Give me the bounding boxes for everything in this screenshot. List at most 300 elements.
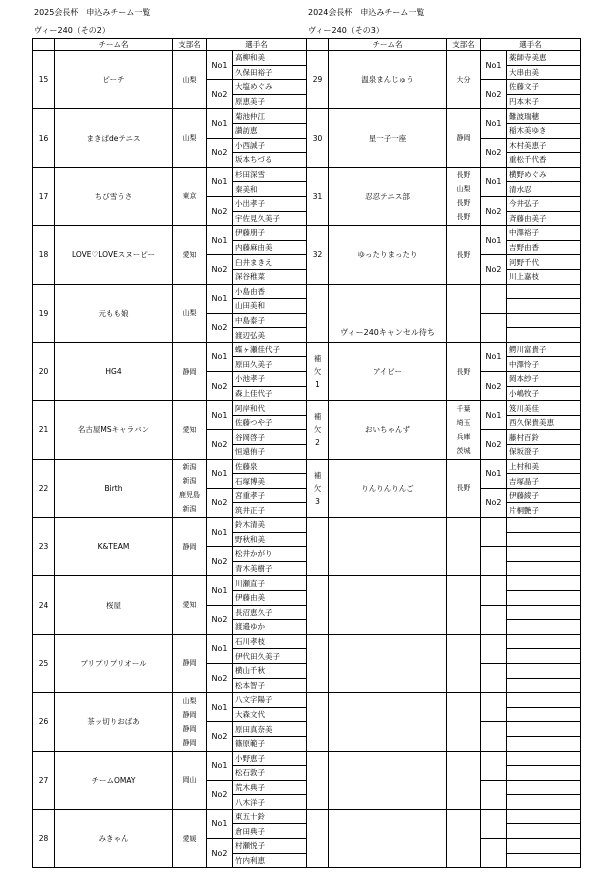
- left-title: 2025会長杯 申込みチーム一覧: [34, 8, 151, 17]
- pair-label: No1: [207, 284, 233, 313]
- pair-label: No2: [207, 663, 233, 692]
- team-number: 28: [33, 809, 55, 867]
- team-number: 19: [33, 284, 55, 342]
- player-name: 斉藤由美子: [507, 211, 581, 226]
- pair-label: No2: [481, 430, 507, 459]
- table-row: [33, 809, 307, 824]
- branch-name: [173, 226, 207, 284]
- player-name: 宮重孝子: [233, 488, 307, 503]
- pair-label: No2: [207, 196, 233, 225]
- player-name: 荒木典子: [233, 780, 307, 795]
- empty-cell: [307, 751, 329, 809]
- branch-line: 埼玉: [456, 418, 471, 427]
- empty-cell: [507, 605, 581, 620]
- branch-line: 大分: [456, 75, 471, 84]
- branch-line: 長野: [456, 484, 471, 493]
- team-number: 30: [307, 109, 329, 167]
- right-subtitle: ヴィー240（その3）: [308, 26, 384, 35]
- header-players: 選手名: [481, 39, 581, 51]
- player-name: 大塩めぐみ: [233, 80, 307, 95]
- branch-name: [173, 459, 207, 517]
- empty-cell: [481, 751, 507, 780]
- waitlist-number-char: 3: [315, 496, 320, 506]
- empty-cell: [481, 634, 507, 663]
- waitlist-number-char: 補: [313, 354, 322, 364]
- player-name: 谷岡啓子: [233, 430, 307, 445]
- player-name: 木村美恵子: [507, 138, 581, 153]
- player-name: 倉田典子: [233, 824, 307, 839]
- empty-cell: [507, 780, 581, 795]
- player-name: 青木美樹子: [233, 561, 307, 576]
- player-name: 小出孝子: [233, 196, 307, 211]
- branch-line: 鹿児島: [179, 491, 200, 500]
- table-row: [33, 693, 307, 708]
- player-name: 蝶ヶ瀬佳代子: [233, 342, 307, 357]
- team-name: LOVE♡LOVEスヌーピー: [55, 226, 173, 284]
- pair-label: No1: [207, 809, 233, 838]
- empty-cell: [481, 839, 507, 868]
- header-row: [307, 39, 581, 51]
- team-name: ピーチ: [55, 51, 173, 109]
- empty-cell: [481, 693, 507, 722]
- empty-cell: [307, 518, 329, 576]
- empty-cell: [481, 722, 507, 751]
- branch-name: [173, 109, 207, 167]
- player-name: 川瀬直子: [233, 576, 307, 591]
- branch-line: 山梨: [456, 185, 471, 194]
- team-number: [307, 459, 329, 517]
- player-name: 八文字陽子: [233, 693, 307, 708]
- pair-label: No1: [207, 401, 233, 430]
- player-name: 鰐川富貴子: [507, 342, 581, 357]
- empty-cell: [507, 590, 581, 605]
- player-name: 深谷稚菜: [233, 269, 307, 284]
- player-name: 松本智子: [233, 678, 307, 693]
- table-row: [33, 401, 307, 416]
- pair-label: No2: [481, 488, 507, 517]
- branch-line: 山梨: [182, 309, 197, 318]
- header-branch: 支部名: [447, 39, 481, 51]
- empty-row: [307, 693, 581, 708]
- branch-name: [447, 342, 481, 400]
- team-name: K&TEAM: [55, 518, 173, 576]
- player-name: 石塚博美: [233, 474, 307, 489]
- empty-cell: [447, 693, 481, 751]
- empty-cell: [447, 634, 481, 692]
- player-name: 笈川美佳: [507, 401, 581, 416]
- pair-label: No1: [207, 226, 233, 255]
- empty-cell: [481, 780, 507, 809]
- player-name: 岡本紗子: [507, 372, 581, 387]
- waitlist-number-char: 2: [315, 438, 320, 448]
- branch-line: 山梨: [182, 75, 197, 84]
- player-name: 坂本ちづる: [233, 153, 307, 168]
- branch-name: [173, 634, 207, 692]
- player-name: 村瀬悦子: [233, 839, 307, 854]
- team-number: 18: [33, 226, 55, 284]
- player-name: 野秋和美: [233, 532, 307, 547]
- player-name: 大串由美: [507, 65, 581, 80]
- branch-name: [173, 693, 207, 751]
- team-name: 星一子一座: [329, 109, 447, 167]
- table-row: [307, 459, 581, 474]
- player-name: 大森文代: [233, 707, 307, 722]
- branch-line: 愛知: [182, 250, 197, 259]
- empty-cell: [507, 707, 581, 722]
- empty-row: [307, 751, 581, 766]
- player-name: 竹内利恵: [233, 853, 307, 868]
- player-name: 小西誠子: [233, 138, 307, 153]
- team-number: 26: [33, 693, 55, 751]
- player-name: 保坂澄子: [507, 445, 581, 460]
- header-team-name: チーム名: [55, 39, 173, 51]
- branch-line: 静岡: [182, 724, 197, 733]
- pair-label: No2: [481, 80, 507, 109]
- empty-row: [307, 809, 581, 824]
- branch-line: 兵庫: [456, 432, 471, 441]
- team-number: [307, 401, 329, 459]
- team-number: 23: [33, 518, 55, 576]
- branch-line: 長野: [456, 199, 471, 208]
- player-name: 杉田深雪: [233, 167, 307, 182]
- empty-cell: [507, 678, 581, 693]
- team-number: 27: [33, 751, 55, 809]
- team-number: 22: [33, 459, 55, 517]
- pair-label: No2: [207, 138, 233, 167]
- empty-cell: [507, 634, 581, 649]
- player-name: 高柳和美: [233, 51, 307, 66]
- empty-cell: [447, 751, 481, 809]
- branch-line: 愛知: [182, 425, 197, 434]
- team-number: 32: [307, 226, 329, 284]
- branch-line: 静岡: [182, 367, 197, 376]
- team-name: ちび雪うさ: [55, 167, 173, 225]
- team-number: 16: [33, 109, 55, 167]
- branch-name: [447, 226, 481, 284]
- team-name: チームOMAY: [55, 751, 173, 809]
- team-name: まきぱdeテニス: [55, 109, 173, 167]
- empty-cell: [329, 576, 447, 634]
- pair-label: No1: [207, 634, 233, 663]
- branch-name: [173, 342, 207, 400]
- team-name: 元もも娘: [55, 284, 173, 342]
- empty-cell: [507, 722, 581, 737]
- team-name: みきゃん: [55, 809, 173, 867]
- empty-cell: [507, 561, 581, 576]
- pair-label: No1: [481, 51, 507, 80]
- player-name: 薬師寺美恵: [507, 51, 581, 66]
- table-row: [33, 634, 307, 649]
- pair-label: No2: [481, 255, 507, 284]
- team-name: アイビー: [329, 342, 447, 400]
- left-subtitle: ヴィー240（その2）: [34, 26, 110, 35]
- player-name: 上村和美: [507, 459, 581, 474]
- pair-label: No2: [207, 722, 233, 751]
- branch-line: 長野: [456, 171, 471, 180]
- player-name: 山田美和: [233, 299, 307, 314]
- empty-cell: [507, 853, 581, 868]
- empty-cell: [447, 576, 481, 634]
- player-name: 重松千代香: [507, 153, 581, 168]
- branch-line: 山梨: [182, 696, 197, 705]
- empty-cell: [481, 518, 507, 547]
- player-name: 松井かがり: [233, 547, 307, 562]
- player-name: 片桐艶子: [507, 503, 581, 518]
- pair-label: No1: [481, 459, 507, 488]
- team-number: 31: [307, 167, 329, 225]
- empty-cell: [307, 693, 329, 751]
- waitlist-number-char: 補: [313, 470, 322, 480]
- pair-label: No2: [481, 372, 507, 401]
- branch-line: 新潟: [182, 477, 197, 486]
- empty-cell: [507, 693, 581, 708]
- player-name: 原田真奈美: [233, 722, 307, 737]
- player-name: 中島泰子: [233, 313, 307, 328]
- player-name: 中澤裕子: [507, 226, 581, 241]
- player-name: 小野恵子: [233, 751, 307, 766]
- player-name: 佐藤文子: [507, 80, 581, 95]
- player-name: 吉塚晶子: [507, 474, 581, 489]
- empty-cell: [507, 649, 581, 664]
- player-name: 松石敦子: [233, 766, 307, 781]
- player-name: 阿岸和代: [233, 401, 307, 416]
- empty-row: [307, 284, 581, 299]
- header-branch: 支部名: [173, 39, 207, 51]
- player-name: 円本末子: [507, 94, 581, 109]
- player-name: 稲木美ゆき: [507, 123, 581, 138]
- empty-cell: [507, 795, 581, 810]
- table-row: [307, 51, 581, 66]
- pair-label: No1: [207, 459, 233, 488]
- table-row: [33, 109, 307, 124]
- player-name: 菊池仲江: [233, 109, 307, 124]
- team-number: 25: [33, 634, 55, 692]
- pair-label: No2: [207, 430, 233, 459]
- table-row: [33, 51, 307, 66]
- team-number: 29: [307, 51, 329, 109]
- branch-name: [173, 751, 207, 809]
- player-name: 佐藤つや子: [233, 415, 307, 430]
- pair-label: No1: [481, 226, 507, 255]
- empty-cell: [307, 634, 329, 692]
- pair-label: No1: [207, 576, 233, 605]
- empty-cell: [507, 663, 581, 678]
- player-name: 伊藤由美: [233, 590, 307, 605]
- empty-cell: [447, 284, 481, 342]
- player-name: 渡辺弘美: [233, 328, 307, 343]
- player-name: 横野めぐみ: [507, 167, 581, 182]
- table-row: [307, 109, 581, 124]
- player-name: 原田久美子: [233, 357, 307, 372]
- pair-label: No2: [207, 547, 233, 576]
- pair-label: No1: [207, 51, 233, 80]
- branch-name: [447, 167, 481, 225]
- branch-line: 静岡: [182, 738, 197, 747]
- player-name: 今井弘子: [507, 196, 581, 211]
- branch-name: [173, 51, 207, 109]
- branch-line: 新潟: [182, 463, 197, 472]
- table-row: [33, 576, 307, 591]
- empty-cell: [481, 547, 507, 576]
- team-name: Birth: [55, 459, 173, 517]
- empty-cell: [507, 518, 581, 533]
- empty-cell: [507, 824, 581, 839]
- empty-cell: [507, 313, 581, 328]
- player-name: 森上佳代子: [233, 386, 307, 401]
- player-name: 臼井まきえ: [233, 255, 307, 270]
- empty-cell: [507, 809, 581, 824]
- waitlist-number-char: 1: [315, 380, 320, 390]
- empty-cell: [507, 766, 581, 781]
- table-row: [33, 518, 307, 533]
- waitlist-number-char: 補: [313, 412, 322, 422]
- empty-cell: [329, 693, 447, 751]
- player-name: 八木洋子: [233, 795, 307, 810]
- player-name: 藤村百鈴: [507, 430, 581, 445]
- player-name: 筑井正子: [233, 503, 307, 518]
- pair-label: No2: [207, 488, 233, 517]
- branch-name: [447, 401, 481, 459]
- branch-line: 山梨: [182, 134, 197, 143]
- empty-cell: [507, 576, 581, 591]
- branch-line: 岡山: [182, 776, 197, 785]
- player-name: 東五十鈴: [233, 809, 307, 824]
- table-row: [307, 401, 581, 416]
- pair-label: No2: [207, 372, 233, 401]
- empty-row: [307, 634, 581, 649]
- pair-label: No2: [207, 80, 233, 109]
- branch-name: [173, 284, 207, 342]
- team-number: 24: [33, 576, 55, 634]
- player-name: 鈴木清美: [233, 518, 307, 533]
- empty-cell: [447, 518, 481, 576]
- table-row: [33, 342, 307, 357]
- empty-cell: [329, 809, 447, 867]
- branch-name: [447, 51, 481, 109]
- table-row: [33, 751, 307, 766]
- branch-line: 長野: [456, 367, 471, 376]
- team-name: プリプリプリオール: [55, 634, 173, 692]
- team-name: 茶ッ切りおばあ: [55, 693, 173, 751]
- table-row: [33, 226, 307, 241]
- empty-cell: [447, 809, 481, 867]
- team-name: 忍忍テニス部: [329, 167, 447, 225]
- branch-name: [447, 459, 481, 517]
- empty-cell: [481, 284, 507, 313]
- player-name: 小島由香: [233, 284, 307, 299]
- pair-label: No2: [207, 605, 233, 634]
- player-name: 河野千代: [507, 255, 581, 270]
- branch-name: [447, 109, 481, 167]
- pair-label: No2: [207, 780, 233, 809]
- player-name: 伊藤朋子: [233, 226, 307, 241]
- table-row: [33, 284, 307, 299]
- left-roster-table: [32, 38, 307, 868]
- branch-line: 長野: [456, 250, 471, 259]
- branch-line: 静岡: [182, 659, 197, 668]
- player-name: 横山千秋: [233, 663, 307, 678]
- header-blank: [33, 39, 55, 51]
- header-blank: [307, 39, 329, 51]
- pair-label: No1: [207, 751, 233, 780]
- empty-cell: [307, 576, 329, 634]
- pair-label: No1: [207, 693, 233, 722]
- empty-cell: [507, 299, 581, 314]
- branch-name: [173, 809, 207, 867]
- pair-label: No1: [481, 401, 507, 430]
- branch-name: [173, 167, 207, 225]
- team-name: HG4: [55, 342, 173, 400]
- empty-cell: [507, 328, 581, 343]
- pair-label: No1: [207, 342, 233, 371]
- player-name: 川上嘉枝: [507, 269, 581, 284]
- player-name: 吉野由香: [507, 240, 581, 255]
- waitlist-number-char: 欠: [313, 425, 322, 435]
- player-name: 清水忍: [507, 182, 581, 197]
- table-row: [307, 167, 581, 182]
- branch-line: 静岡: [182, 710, 197, 719]
- player-name: 伊代田久美子: [233, 649, 307, 664]
- player-name: 小池孝子: [233, 372, 307, 387]
- empty-row: [307, 518, 581, 533]
- empty-cell: [329, 634, 447, 692]
- waitlist-number-char: 欠: [313, 367, 322, 377]
- pair-label: No2: [481, 196, 507, 225]
- player-name: 小嶋牧子: [507, 386, 581, 401]
- branch-line: 新潟: [182, 505, 197, 514]
- table-row: [307, 342, 581, 357]
- pair-label: No2: [207, 255, 233, 284]
- pair-label: No1: [481, 109, 507, 138]
- empty-cell: [481, 605, 507, 634]
- empty-cell: [481, 809, 507, 838]
- empty-cell: [329, 518, 447, 576]
- player-name: 伊藤綾子: [507, 488, 581, 503]
- player-name: 宇佐見久美子: [233, 211, 307, 226]
- empty-row: [307, 576, 581, 591]
- team-number: 17: [33, 167, 55, 225]
- branch-line: 愛知: [182, 601, 197, 610]
- header-team-name: チーム名: [329, 39, 447, 51]
- team-name: 温泉まんじゅう: [329, 51, 447, 109]
- pair-label: No1: [207, 518, 233, 547]
- branch-name: [173, 518, 207, 576]
- player-name: 讃訪恵: [233, 123, 307, 138]
- pair-label: No1: [481, 342, 507, 371]
- player-name: 篠原範子: [233, 736, 307, 751]
- branch-line: 千葉: [456, 404, 471, 413]
- table-row: [33, 167, 307, 182]
- branch-line: 茨城: [456, 446, 471, 455]
- branch-name: [173, 401, 207, 459]
- header-players: 選手名: [207, 39, 307, 51]
- empty-cell: [507, 751, 581, 766]
- team-number: [307, 342, 329, 400]
- player-name: 原恵美子: [233, 94, 307, 109]
- player-name: 中澤怜子: [507, 357, 581, 372]
- branch-line: 静岡: [456, 134, 471, 143]
- team-name: 名古屋MSキャラバン: [55, 401, 173, 459]
- branch-line: 愛媛: [182, 834, 197, 843]
- team-name: おいちゃんず: [329, 401, 447, 459]
- empty-cell: [507, 547, 581, 562]
- player-name: 佐藤泉: [233, 459, 307, 474]
- right-title: 2024会長杯 申込みチーム一覧: [308, 8, 425, 17]
- empty-cell: [329, 751, 447, 809]
- empty-cell: [481, 576, 507, 605]
- player-name: 石川孝枝: [233, 634, 307, 649]
- player-name: 渡邉ゆか: [233, 620, 307, 635]
